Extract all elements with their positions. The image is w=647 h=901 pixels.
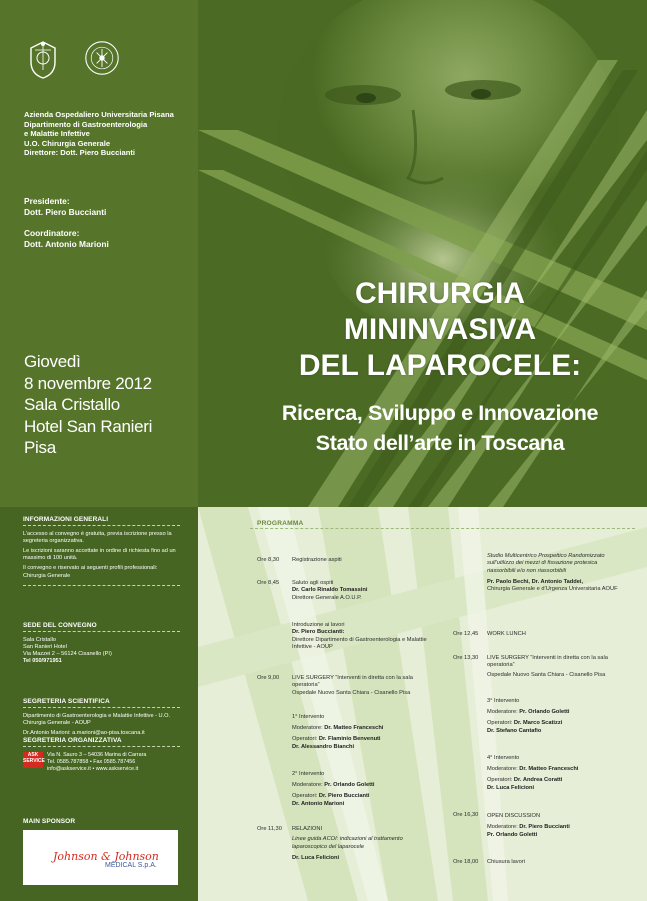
moderator-name: Dr. Piero Buccianti: [519, 824, 570, 830]
ask-service-logo: ASK SERVICE: [23, 752, 43, 768]
program-time: Ore 9,00: [257, 675, 280, 681]
coordinatore-label: Coordinatore:: [24, 228, 80, 238]
org-line: Azienda Ospedaliero Universitaria Pisana: [24, 110, 174, 119]
coordinatore-name: Dott. Antonio Marioni: [24, 238, 109, 249]
program-item: [487, 812, 627, 839]
operator-label: Operatori:: [487, 777, 513, 783]
crest-logo-icon: [25, 40, 61, 80]
operator-label: Operatori:: [292, 793, 318, 799]
speaker-name: Dr. Luca Felicioni: [292, 854, 340, 861]
operator-label: Operatori:: [292, 736, 318, 742]
sede-line: Via Mazzei 2 – 56124 Cisanello (PI): [23, 651, 112, 658]
organizzativa-contacts: [47, 752, 187, 772]
info-paragraph: Il convegno e riservato ai seguenti profili professionali: Chirurgia Generale: [23, 565, 158, 579]
moderator-name: Dr. Matteo Franceschi: [324, 725, 384, 731]
program-item: [487, 655, 627, 679]
program-time: Ore 8,30: [257, 557, 280, 563]
moderator-name: Pr. Orlando Goletti: [487, 832, 538, 838]
intervento-label: 1° Intervento: [292, 714, 325, 720]
program-item: [487, 754, 627, 792]
speaker-role: Direttore Dipartimento di Gastroenterologia e Malattie Infettive - AOUP: [292, 636, 427, 650]
title-line: DEL LAPAROCELE:: [298, 349, 582, 382]
sponsor-sub: MEDICAL S.p.A.: [105, 862, 157, 869]
subtitle-line: Ricerca, Sviluppo e Innovazione: [281, 401, 599, 425]
operator-name: Dr. Alessandro Bianchi: [292, 744, 355, 750]
program-item: WORK LUNCH: [487, 631, 526, 637]
speaker-name: Pr. Paolo Bechi, Dr. Antonio Taddei,: [487, 578, 584, 585]
program-item: [292, 675, 417, 697]
program-item-text: Saluto agli ospiti: [292, 580, 334, 586]
program-item: [292, 622, 432, 651]
presidente-label: Presidente:: [24, 196, 70, 206]
moderator-name: Dr. Matteo Franceschi: [519, 766, 579, 772]
operator-name: Dr. Andrea Coratti: [513, 777, 563, 783]
org-line: Dipartimento di Gastroenterologia: [24, 119, 148, 129]
speaker-role: Direttore Generale A.O.U.P.: [292, 594, 362, 601]
sponsor-box: [23, 830, 178, 885]
program-place: Ospedale Nuovo Santa Chiara - Cisanello Pisa: [487, 671, 606, 678]
event-hotel: Hotel San Ranieri: [24, 416, 153, 436]
moderator-label: Moderatore:: [487, 824, 518, 830]
program-item-text: RELAZIONI: [292, 826, 323, 832]
program-item: [292, 713, 432, 751]
moderator-name: Pr. Orlando Goletti: [324, 782, 375, 788]
speaker-name: Dr. Carlo Rinaldo Tomassini: [292, 587, 368, 594]
program-item: [292, 580, 432, 602]
program-place: Ospedale Nuovo Santa Chiara - Cisanello Pisa: [292, 689, 411, 696]
intervento-label: 3° Intervento: [487, 698, 520, 704]
section-heading: INFORMAZIONI GENERALI: [23, 516, 180, 526]
program-item-text: Introduzione ai lavori: [292, 622, 345, 628]
sponsor-brand: Johnson & Johnson: [53, 850, 159, 863]
event-day: Giovedì: [24, 352, 81, 371]
program-time: Ore 18,00: [453, 859, 479, 865]
section-heading: MAIN SPONSOR: [23, 818, 76, 825]
program-item-text: LIVE SURGERY “Interventi in diretta con la sala operatoria”: [292, 675, 413, 689]
org-line: Direttore: Dott. Piero Buccianti: [24, 148, 135, 158]
subtitle: [250, 398, 630, 458]
main-title: [250, 276, 630, 384]
program-item: [292, 770, 432, 808]
program-note: Studio Multicentrico Prospettico Randomizzato sull’utilizzo dei mezzi di fissazione protesica riassorbibili e/o non riassorbibili: [487, 553, 605, 574]
moderator-label: Moderatore:: [487, 709, 518, 715]
event-date: 8 novembre 2012: [24, 373, 152, 393]
section-heading: SEDE DEL CONVEGNO: [23, 622, 180, 632]
divider: [23, 585, 180, 586]
organization-block: [24, 110, 194, 158]
program-note: Linee guida ACOI: indicazioni al trattamento laparoscopico del laparocele: [292, 836, 403, 850]
program-item: [487, 553, 627, 593]
program-item: [292, 826, 422, 862]
organizzativa-links[interactable]: info@askservice.it • www.askservice.it: [47, 765, 139, 772]
sede-line: San Ranieri Hotel: [23, 644, 67, 651]
intervento-label: 2° Intervento: [292, 771, 325, 777]
moderator-label: Moderatore:: [292, 782, 323, 788]
program-title: PROGRAMMA: [257, 520, 304, 527]
program-rule: [250, 528, 635, 529]
info-paragraph: Le iscrizioni saranno accettate in ordine di richiesta fino ad un massimo di 100 unità.: [23, 548, 176, 562]
operator-name: Dr. Antonio Marioni: [292, 801, 345, 807]
event-city: Pisa: [24, 438, 56, 457]
subtitle-line: Stato dell’arte in Toscana: [315, 431, 565, 455]
sede-line: Sala Cristallo: [23, 637, 56, 644]
presidente-block: [24, 196, 106, 217]
speaker-name: Dr. Piero Buccianti:: [292, 629, 345, 636]
operator-name: Dr. Marco Scatizzi: [513, 720, 563, 726]
info-paragraph: L’accesso al convegno è gratuita, previa iscrizione presso la segreteria organizzativa.: [23, 531, 172, 545]
section-heading: SEGRETERIA SCIENTIFICA: [23, 698, 180, 708]
program-item-text: OPEN DISCUSSION: [487, 813, 541, 819]
coordinatore-block: [24, 228, 109, 249]
university-seal-icon: [84, 38, 120, 78]
segreteria-scientifica: [23, 698, 180, 740]
segreteria-organizzativa: [23, 737, 180, 752]
operator-name: Dr. Flaminio Benvenuti: [318, 736, 381, 742]
program-time: Ore 12,45: [453, 631, 479, 637]
title-line: MININVASIVA: [343, 313, 537, 346]
program-item-text: LIVE SURGERY “Interventi in diretta con la sala operatoria”: [487, 655, 608, 669]
operator-name: Dr. Piero Buccianti: [318, 793, 370, 799]
scientifica-line: Dipartimento di Gastroenterologia e Malattie Infettive - U.O. Chirurgia Generale - AOUP: [23, 713, 171, 727]
program-time: Ore 8,45: [257, 580, 280, 586]
org-line: e Malattie Infettive: [24, 129, 90, 139]
program-time: Ore 11,30: [257, 826, 282, 832]
moderator-label: Moderatore:: [487, 766, 518, 772]
program-item: [487, 697, 627, 735]
info-generali: [23, 516, 180, 583]
intervento-label: 4° Intervento: [487, 755, 520, 761]
sede-phone: Tel 050/971951: [23, 658, 62, 665]
program-item: Chiusura lavori: [487, 859, 525, 865]
speaker-role: Chirurgia Generale e d’Urgenza Universitaria AOUF: [487, 586, 618, 593]
program-time: Ore 13,30: [453, 655, 479, 661]
title-line: CHIRURGIA: [355, 277, 525, 310]
event-venue: Sala Cristallo: [24, 395, 120, 414]
operator-name: Dr. Stefano Cantafio: [487, 728, 542, 734]
operator-name: Dr. Luca Felicioni: [487, 785, 535, 791]
section-heading: SEGRETERIA ORGANIZZATIVA: [23, 737, 180, 747]
moderator-label: Moderatore:: [292, 725, 323, 731]
org-line: U.O. Chirurgia Generale: [24, 138, 111, 148]
moderator-name: Pr. Orlando Goletti: [519, 709, 570, 715]
event-details: [24, 351, 152, 459]
presidente-name: Dott. Piero Buccianti: [24, 206, 107, 217]
program-time: Ore 16,30: [453, 812, 479, 818]
organizzativa-line: Tel. 0585.787858 • Fax 0585.787456: [47, 758, 136, 765]
sede-convegno: [23, 622, 180, 665]
organizzativa-line: Via N. Sauro 3 – 54036 Marina di Carrara: [47, 752, 147, 758]
program-item: Registrazione aspiti: [292, 557, 342, 563]
operator-label: Operatori:: [487, 720, 513, 726]
scientifica-email[interactable]: Dr.Antonio Marioni: a.marioni@ao-pisa.toscana.it: [23, 730, 145, 737]
